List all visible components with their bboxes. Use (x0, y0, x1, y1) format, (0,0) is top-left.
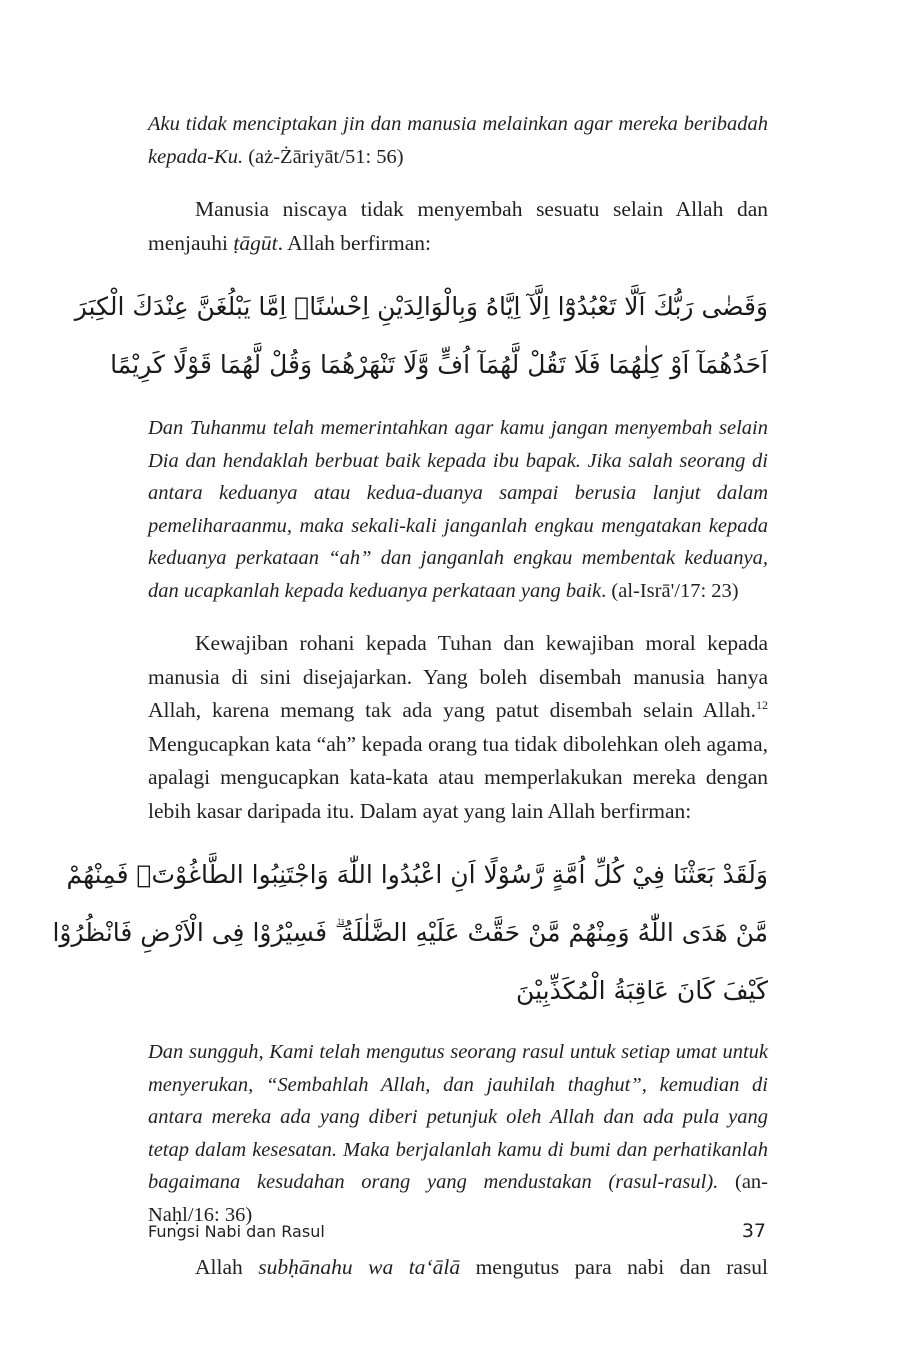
verse-reference: (an-Naḥl/16: 36) (148, 1171, 768, 1226)
verse-reference: (aż-Żāriyāt/51: 56) (243, 145, 404, 168)
running-footer-title: Fungsi Nabi dan Rasul (148, 1222, 325, 1241)
translation-text: Dan sungguh, Kami telah mengutus seorang rasul untuk setiap umat untuk menyerukan, “Sembahlah Allah, dan jauhilah thaghut”, kemudian di antara mereka ada yang diberi petunjuk oleh Allah dan ada pula yang tetap dalam kesesatan. Maka berjalanlah kamu di bumi dan perhatikanlah bagaimana kesudahan orang yang mendustakan (rasul-rasul). (148, 1041, 768, 1193)
paragraph-italic-term: ṭāgūt (233, 230, 278, 255)
paragraph-text: Allah (195, 1255, 259, 1279)
footnote-marker[interactable]: 12 (756, 698, 768, 712)
arabic-line: وَقَضٰى رَبُّكَ اَلَّا تَعْبُدُوْٓا اِلَّآ اِيَّاهُ وَبِالْوَالِدَيْنِ اِحْسٰنًاۗ اِمَّا يَبْلُغَنَّ عِنْدَكَ الْكِبَرَ (74, 292, 768, 321)
translation-isra (148, 412, 768, 607)
arabic-line: وَلَقَدْ بَعَثْنَا فِيْ كُلِّ اُمَّةٍ رَّسُوْلًا اَنِ اعْبُدُوا اللّٰهَ وَاجْتَنِبُوا الطَّاغُوْتَۚ فَمِنْهُمْ (66, 860, 768, 889)
paragraph-text: Mengucapkan kata “ah” kepada orang tua tidak dibolehkan oleh agama, apalagi mengucapkan kata-kata atau memperlakukan mereka dengan lebih kasar daripada itu. Dalam ayat yang lain Allah berfirman: (148, 731, 768, 823)
arabic-line: كَيْفَ كَانَ عَاقِبَةُ الْمُكَذِّبِيْنَ (516, 976, 768, 1005)
paragraph-text: Kewajiban rohani kepada Tuhan dan kewajiban moral kepada manusia di sini disejajarkan. Yang boleh disembah manusia hanya Allah, karena memang tak ada yang patut disembah selain Allah. (148, 631, 768, 722)
page-number: 37 (741, 1220, 766, 1242)
translation-nahl (148, 1036, 768, 1231)
paragraph-text: Manusia niscaya tidak menyembah sesuatu selain Allah dan menjauhi (148, 197, 768, 255)
page-content (52, 108, 768, 1285)
arabic-line: مَّنْ هَدَى اللّٰهُ وَمِنْهُمْ مَّنْ حَقَّتْ عَلَيْهِ الضَّلٰلَةُ ۗ فَسِيْرُوْا فِى الْاَرْضِ فَانْظُرُوْا (52, 918, 768, 947)
paragraph-worship (148, 193, 768, 260)
translation-zariyat (148, 108, 768, 173)
translation-text: Dan Tuhanmu telah memerintahkan agar kamu jangan menyembah selain Dia dan hendaklah berbuat baik kepada ibu bapak. Jika salah seorang di antara keduanya atau kedua-duanya sampai berusia lanjut dalam pemeliharaanmu, maka sekali-kali janganlah engkau mengatakan kepada keduanya perkataan “ah” dan janganlah engkau membentak keduanya, dan ucapkanlah kepada keduanya perkataan yang baik (148, 417, 768, 602)
paragraph-text: mengutus para nabi dan rasul (460, 1255, 768, 1279)
paragraph-obligations (148, 627, 768, 828)
arabic-verse-nahl (52, 846, 768, 1020)
paragraph-text: . Allah berfirman: (277, 230, 432, 255)
arabic-line: اَحَدُهُمَآ اَوْ كِلٰهُمَا فَلَا تَقُلْ لَّهُمَآ اُفٍّ وَّلَا تَنْهَرْهُمَا وَقُلْ لَّهُمَا قَوْلًا كَرِيْمًا (110, 350, 768, 379)
paragraph-prophets (148, 1251, 768, 1285)
arabic-verse-isra (74, 278, 768, 394)
verse-reference: . (al-Isrā'/17: 23) (601, 579, 739, 602)
translation-text: Aku tidak menciptakan jin dan manusia melainkan agar mereka beribadah kepada-Ku. (148, 113, 768, 168)
paragraph-italic-term: subḥānahu wa ta‘ālā (258, 1255, 461, 1279)
